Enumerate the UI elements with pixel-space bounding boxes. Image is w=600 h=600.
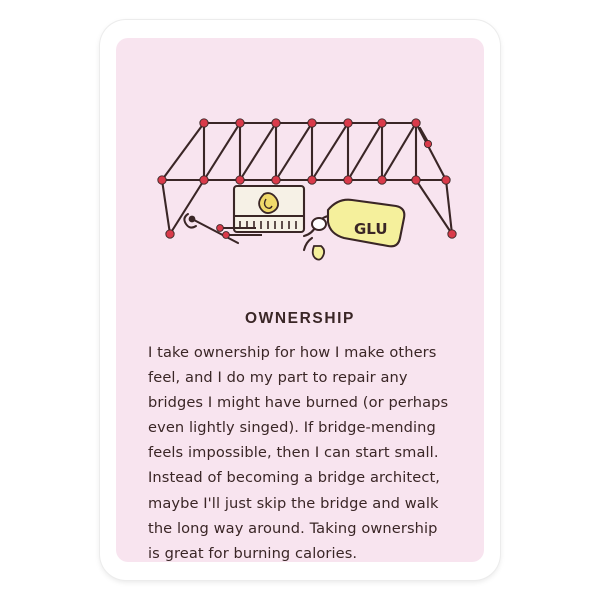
- glue-bottle-icon: [304, 200, 404, 250]
- illustration-svg: [116, 38, 484, 306]
- matchbox-icon: [217, 186, 304, 238]
- card-body-text: I take ownership for how I make others feel, and I do my part to repair any bridges I might have burned (or perhaps even lightly singed). If bridge-mending feels impossible, then I can start small. Instead of becoming a bridge architect, maybe I'll just skip the bridge and walk the long way around. Taking ownership is great for burning calories.: [148, 344, 449, 562]
- glue-drip-icon: [313, 246, 324, 260]
- page-title: OWNERSHIP: [245, 310, 355, 327]
- glue-label: GLU: [354, 220, 388, 238]
- affirmation-card: [100, 20, 500, 580]
- card-inner-panel: [116, 38, 484, 562]
- matchstick-bridge-illustration: [116, 38, 484, 306]
